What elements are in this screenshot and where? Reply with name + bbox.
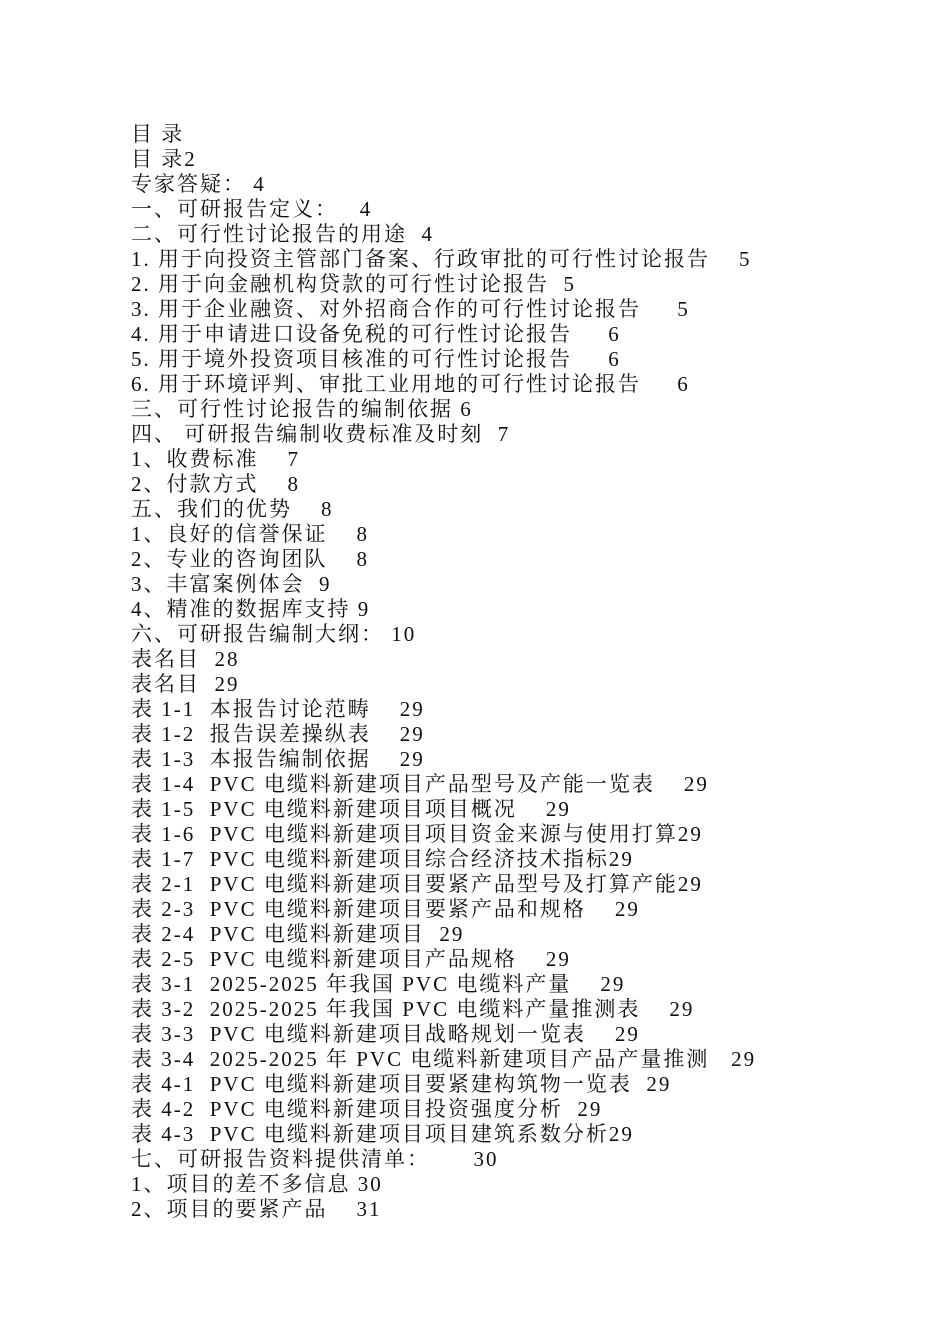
table-of-contents (131, 122, 911, 1222)
toc-entry[interactable] (131, 622, 911, 647)
toc-entry[interactable] (131, 997, 911, 1022)
toc-entry[interactable] (131, 572, 911, 597)
toc-entry-page-number: 29 (439, 922, 465, 946)
toc-entry[interactable] (131, 672, 911, 697)
toc-entry-spacer (338, 197, 360, 221)
toc-entry-title: 四、 可研报告编制收费标准及时刻 (131, 422, 484, 446)
toc-entry-page-number: 29 (545, 797, 571, 821)
toc-entry[interactable] (131, 847, 911, 872)
toc-entry-spacer (517, 797, 546, 821)
toc-entry-spacer (292, 497, 321, 521)
toc-entry-spacer (200, 672, 215, 696)
toc-entry-spacer (655, 772, 684, 796)
toc-entry-title: 表 1-7 PVC 电缆料新建项目综合经济技术指标 (131, 847, 609, 871)
toc-entry-page-number: 29 (677, 822, 703, 846)
toc-entry-title: 表 3-3 PVC 电缆料新建项目战略规划一览表 (131, 1022, 586, 1046)
toc-entry-spacer (640, 997, 669, 1021)
toc-entry-page-number: 30 (473, 1147, 499, 1171)
toc-entry[interactable] (131, 1072, 911, 1097)
toc-entry-title: 3. 用于企业融资、对外招商合作的可行性讨论报告 (131, 297, 641, 321)
toc-entry-page-number: 29 (669, 997, 695, 1021)
toc-entry-spacer (328, 547, 357, 571)
toc-entry-spacer (407, 222, 422, 246)
toc-entry[interactable] (131, 547, 911, 572)
toc-entry-page-number: 6 (608, 347, 621, 371)
toc-entry-title: 表 3-4 2025-2025 年 PVC 电缆料新建项目产品产量推测 (131, 1047, 710, 1071)
toc-entry[interactable] (131, 747, 911, 772)
toc-entry-title: 4. 用于申请进口设备免税的可行性讨论报告 (131, 322, 572, 346)
toc-entry-title: 专家答疑： (131, 172, 246, 196)
toc-entry-page-number: 4 (253, 172, 266, 196)
toc-entry[interactable] (131, 697, 911, 722)
toc-entry[interactable] (131, 422, 911, 447)
toc-entry-title: 目 录 (131, 147, 185, 171)
toc-entry-page-number: 29 (214, 672, 240, 696)
toc-entry-page-number: 8 (356, 522, 369, 546)
toc-entry-page-number: 5 (739, 247, 752, 271)
toc-entry-page-number: 9 (357, 597, 371, 621)
toc-entry-spacer (371, 747, 400, 771)
toc-entry-page-number: 8 (321, 497, 334, 521)
toc-entry-spacer (259, 447, 288, 471)
toc-entry-spacer (709, 1047, 731, 1071)
toc-entry[interactable] (131, 772, 911, 797)
toc-entry[interactable] (131, 922, 911, 947)
toc-entry-title: 表 1-3 本报告编制依据 (131, 747, 371, 771)
toc-entry-page-number: 29 (600, 972, 626, 996)
toc-entry[interactable] (131, 347, 911, 372)
toc-entry-title: 5. 用于境外投资项目核准的可行性讨论报告 (131, 347, 572, 371)
toc-entry-page-number: 8 (356, 547, 369, 571)
toc-entry-page-number: 7 (287, 447, 300, 471)
toc-entry-title: 1、项目的差不多信息 (131, 1172, 351, 1196)
toc-entry-title: 1. 用于向投资主管部门备案、行政审批的可行性讨论报告 (131, 247, 710, 271)
toc-entry-title: 五、我们的优势 (131, 497, 292, 521)
toc-entry[interactable] (131, 1122, 911, 1147)
toc-entry[interactable] (131, 397, 911, 422)
toc-entry[interactable] (131, 472, 911, 497)
toc-entry-page-number: 5 (563, 272, 576, 296)
toc-entry-page-number: 29 (545, 947, 571, 971)
toc-entry-page-number: 29 (731, 1047, 757, 1071)
toc-entry-spacer (328, 1197, 357, 1221)
toc-entry-title: 表 3-2 2025-2025 年我国 PVC 电缆料产量推测表 (131, 997, 641, 1021)
toc-entry[interactable] (131, 947, 911, 972)
toc-entry-page-number: 29 (683, 772, 709, 796)
toc-entry-page-number: 29 (399, 697, 425, 721)
toc-entry-title: 表名目 (131, 672, 200, 696)
toc-entry-title: 3、丰富案例体会 (131, 572, 305, 596)
toc-entry-title: 表 3-1 2025-2025 年我国 PVC 电缆料产量 (131, 972, 572, 996)
toc-entry-spacer (632, 1072, 647, 1096)
toc-entry[interactable] (131, 722, 911, 747)
toc-entry-spacer (641, 372, 677, 396)
toc-entry[interactable] (131, 522, 911, 547)
toc-entry-title: 2、付款方式 (131, 472, 259, 496)
toc-entry-title: 2、专业的咨询团队 (131, 547, 328, 571)
toc-entry[interactable] (131, 297, 911, 322)
toc-entry-title: 6. 用于环境评判、审批工业用地的可行性讨论报告 (131, 372, 641, 396)
toc-entry-spacer (586, 1022, 615, 1046)
toc-entry[interactable] (131, 172, 911, 197)
toc-entry[interactable] (131, 1147, 911, 1172)
toc-entry-title: 表 1-4 PVC 电缆料新建项目产品型号及产能一览表 (131, 772, 655, 796)
toc-entry-page-number: 30 (357, 1172, 383, 1196)
toc-entry-title: 表 4-2 PVC 电缆料新建项目投资强度分析 (131, 1097, 563, 1121)
toc-entry-page-number: 6 (460, 397, 473, 421)
toc-entry-page-number: 10 (391, 622, 417, 646)
toc-entry-page-number: 4 (359, 197, 373, 221)
toc-entry-page-number: 28 (214, 647, 240, 671)
toc-entry-title: 表 1-5 PVC 电缆料新建项目项目概况 (131, 797, 517, 821)
toc-entry-page-number: 5 (677, 297, 690, 321)
toc-entry-page-number: 29 (399, 722, 425, 746)
toc-entry-page-number: 29 (677, 872, 703, 896)
toc-entry-title: 一、可研报告定义： (131, 197, 338, 221)
toc-entry-title: 六、可研报告编制大纲： (131, 622, 384, 646)
toc-entry[interactable] (131, 222, 911, 247)
toc-entry-spacer (572, 322, 608, 346)
toc-entry-title: 2. 用于向金融机构贷款的可行性讨论报告 (131, 272, 549, 296)
toc-entry-spacer (572, 347, 608, 371)
toc-entry-spacer (371, 722, 400, 746)
toc-entry-spacer (425, 922, 440, 946)
toc-entry-spacer (305, 572, 320, 596)
toc-entry-page-number: 29 (577, 1097, 603, 1121)
toc-entry-page-number: 6 (677, 372, 690, 396)
toc-entry-page-number: 29 (608, 847, 634, 871)
toc-entry[interactable] (131, 1172, 911, 1197)
toc-entry-spacer (351, 597, 358, 621)
toc-entry[interactable] (131, 497, 911, 522)
toc-entry[interactable] (131, 647, 911, 672)
toc-entry[interactable] (131, 272, 911, 297)
toc-entry-spacer (351, 1172, 358, 1196)
toc-entry-spacer (710, 247, 739, 271)
toc-entry-page-number: 29 (614, 1022, 640, 1046)
toc-entry-page-number: 8 (287, 472, 300, 496)
toc-entry-spacer (549, 272, 564, 296)
toc-entry-title: 表 2-1 PVC 电缆料新建项目要紧产品型号及打算产能 (131, 872, 678, 896)
toc-entry-page-number: 2 (184, 147, 197, 171)
toc-entry-spacer (328, 522, 357, 546)
toc-entry[interactable] (131, 247, 911, 272)
toc-entry-title: 表 4-1 PVC 电缆料新建项目要紧建构筑物一览表 (131, 1072, 632, 1096)
toc-entry-page-number: 31 (356, 1197, 382, 1221)
toc-entry[interactable] (131, 972, 911, 997)
toc-entry-spacer (563, 1097, 578, 1121)
toc-entry-spacer (517, 947, 546, 971)
toc-entry-page-number: 7 (497, 422, 511, 446)
toc-entry-page-number: 9 (319, 572, 332, 596)
toc-entry-title: 表 1-1 本报告讨论范畴 (131, 697, 371, 721)
toc-entry-spacer (586, 897, 615, 921)
toc-entry[interactable] (131, 147, 911, 172)
toc-entry-title: 表 2-5 PVC 电缆料新建项目产品规格 (131, 947, 517, 971)
toc-entry-spacer (259, 472, 288, 496)
toc-entry[interactable] (131, 1097, 911, 1122)
toc-entry-page-number: 4 (421, 222, 434, 246)
toc-entry-spacer (571, 972, 600, 996)
toc-entry-title: 表 4-3 PVC 电缆料新建项目项目建筑系数分析 (131, 1122, 609, 1146)
toc-entry[interactable] (131, 372, 911, 397)
toc-entry-title: 1、收费标准 (131, 447, 259, 471)
toc-entry[interactable] (131, 1197, 911, 1222)
toc-entry[interactable] (131, 897, 911, 922)
toc-entry-spacer (430, 1147, 474, 1171)
toc-entry-title: 1、良好的信誉保证 (131, 522, 328, 546)
toc-entry-page-number: 6 (608, 322, 621, 346)
toc-entry-title: 表 2-3 PVC 电缆料新建项目要紧产品和规格 (131, 897, 586, 921)
toc-entry[interactable] (131, 872, 911, 897)
toc-entry-page-number: 29 (646, 1072, 672, 1096)
toc-entry-spacer (371, 697, 400, 721)
toc-entry[interactable] (131, 1022, 911, 1047)
toc-entry[interactable] (131, 597, 911, 622)
toc-entry-title: 2、项目的要紧产品 (131, 1197, 328, 1221)
toc-entry-page-number: 29 (614, 897, 640, 921)
toc-entry[interactable] (131, 322, 911, 347)
toc-entry[interactable] (131, 447, 911, 472)
toc-entry[interactable] (131, 197, 911, 222)
toc-entry-spacer (641, 297, 677, 321)
toc-entry-title: 三、可行性讨论报告的编制依据 (131, 397, 453, 421)
toc-entry-title: 二、可行性讨论报告的用途 (131, 222, 407, 246)
toc-heading: 目 录 (131, 122, 185, 146)
toc-entry-page-number: 29 (608, 1122, 634, 1146)
toc-entry-spacer (200, 647, 215, 671)
toc-entry-title: 表 1-6 PVC 电缆料新建项目项目资金来源与使用打算 (131, 822, 678, 846)
toc-entry-title: 表名目 (131, 647, 200, 671)
toc-entry[interactable] (131, 822, 911, 847)
toc-entry[interactable] (131, 1047, 911, 1072)
toc-entry-title: 表 1-2 报告误差操纵表 (131, 722, 371, 746)
toc-entry-title: 表 2-4 PVC 电缆料新建项目 (131, 922, 425, 946)
toc-entry-page-number: 29 (399, 747, 425, 771)
toc-entry-title: 4、精准的数据库支持 (131, 597, 351, 621)
toc-entry[interactable] (131, 797, 911, 822)
toc-entry-list (131, 147, 911, 1222)
toc-entry-title: 七、可研报告资料提供清单： (131, 1147, 430, 1171)
toc-entry-spacer (483, 422, 498, 446)
